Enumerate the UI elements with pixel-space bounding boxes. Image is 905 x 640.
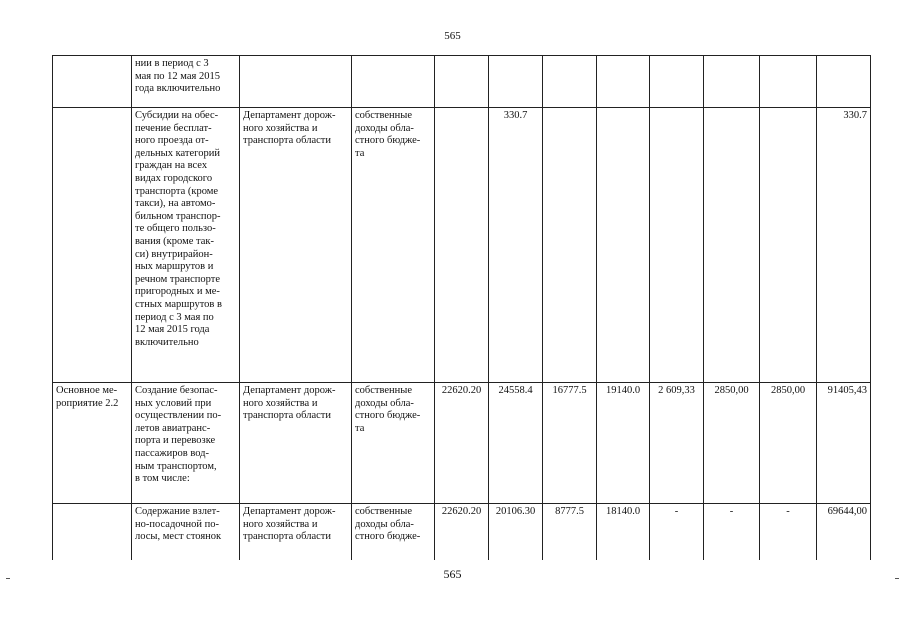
description-cell: Содержание взлет- но-посадочной по- лосы, мест стоянок bbox=[132, 504, 240, 564]
value-cell bbox=[543, 108, 597, 383]
funding-source-cell: собственные доходы обла- стного бюдже- та bbox=[352, 383, 435, 504]
value-cell: - bbox=[760, 504, 817, 564]
value-cell: 18140.0 bbox=[597, 504, 650, 564]
value-cell bbox=[435, 56, 489, 108]
table-row bbox=[53, 383, 871, 504]
event-cell: Основное ме- роприятие 2.2 bbox=[53, 383, 132, 504]
value-cell bbox=[543, 56, 597, 108]
total-cell: 69644,00 bbox=[817, 504, 871, 564]
executor-cell bbox=[240, 56, 352, 108]
value-cell bbox=[650, 56, 704, 108]
value-cell: 2 609,33 bbox=[650, 383, 704, 504]
value-cell: 2850,00 bbox=[760, 383, 817, 504]
value-cell: 22620.20 bbox=[435, 504, 489, 564]
funding-source-cell: собственные доходы обла- стного бюдже- та bbox=[352, 108, 435, 383]
value-cell: 8777.5 bbox=[543, 504, 597, 564]
total-cell: 330.7 bbox=[817, 108, 871, 383]
executor-cell: Департамент дорож- ного хозяйства и транспорта области bbox=[240, 504, 352, 564]
table-row bbox=[53, 108, 871, 383]
value-cell bbox=[597, 56, 650, 108]
value-cell: - bbox=[650, 504, 704, 564]
description-cell: Субсидии на обес- печение бесплат- ного проезда от- дельных категорий граждан на всех видах городского транспорта (кроме такси), на автомо- бильном транспор- те общего пользо- вания (кроме так- си) внутрирайон- ных маршрутов и речном транспорте пригородных и ме- стных маршрутов в период с 3 мая по 12 мая 2015 года включительно bbox=[132, 108, 240, 383]
table-row bbox=[53, 504, 871, 564]
event-cell bbox=[53, 56, 132, 108]
executor-cell: Департамент дорож- ного хозяйства и транспорта области bbox=[240, 108, 352, 383]
value-cell: 330.7 bbox=[489, 108, 543, 383]
value-cell: 16777.5 bbox=[543, 383, 597, 504]
value-cell bbox=[760, 108, 817, 383]
value-cell bbox=[760, 56, 817, 108]
event-cell bbox=[53, 108, 132, 383]
page-number-top: 565 bbox=[444, 30, 461, 42]
value-cell bbox=[704, 108, 760, 383]
description-cell: нии в период с 3 мая по 12 мая 2015 года включительно bbox=[132, 56, 240, 108]
value-cell bbox=[597, 108, 650, 383]
value-cell: 19140.0 bbox=[597, 383, 650, 504]
value-cell bbox=[435, 108, 489, 383]
event-cell bbox=[53, 504, 132, 564]
value-cell bbox=[489, 56, 543, 108]
value-cell: - bbox=[704, 504, 760, 564]
value-cell: 20106.30 bbox=[489, 504, 543, 564]
total-cell: 91405,43 bbox=[817, 383, 871, 504]
value-cell bbox=[650, 108, 704, 383]
budget-table bbox=[52, 55, 871, 564]
value-cell bbox=[817, 56, 871, 108]
value-cell bbox=[704, 56, 760, 108]
funding-source-cell bbox=[352, 56, 435, 108]
value-cell: 24558.4 bbox=[489, 383, 543, 504]
value-cell: 22620.20 bbox=[435, 383, 489, 504]
description-cell: Создание безопас- ных условий при осуществлении по- летов авиатранс- порта и перевозке пассажиров вод- ным транспортом, в том числе: bbox=[132, 383, 240, 504]
value-cell: 2850,00 bbox=[704, 383, 760, 504]
table-row bbox=[53, 56, 871, 108]
funding-source-cell: собственные доходы обла- стного бюдже- bbox=[352, 504, 435, 564]
executor-cell: Департамент дорож- ного хозяйства и транспорта области bbox=[240, 383, 352, 504]
page-number-bottom: 565 bbox=[443, 567, 462, 581]
